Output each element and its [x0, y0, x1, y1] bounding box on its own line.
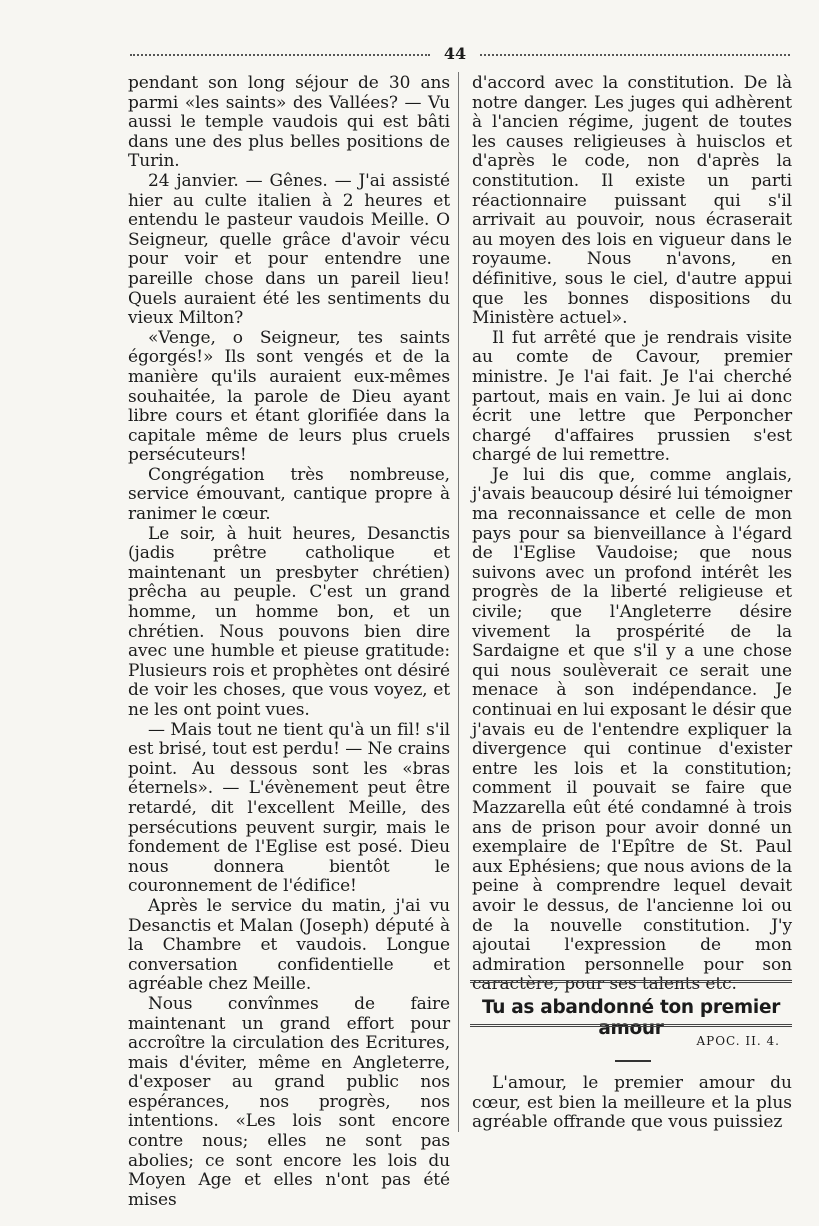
left-paragraph: Congrégation très nombreuse, service émouvant, cantique propre à ranimer le cœur.: [128, 464, 450, 525]
section-title: Tu as abandonné ton premier amour: [481, 997, 781, 1039]
left-column: [128, 74, 450, 1210]
right-column: [472, 74, 792, 995]
section-citation: APOC. II. 4.: [696, 1034, 780, 1048]
section-rule-top: [470, 980, 792, 983]
right-paragraph: d'accord avec la constitution. De là notre danger. Les juges qui adhèrent à l'ancien régime, jugent de toutes les causes religieuses à huisclos et d'après le code, non d'après la constitution. Il existe un parti réactionnaire puissant qui s'il arrivait au pouvoir, nous écraserait au moyen des lois en vigueur dans le royaume. Nous n'avons, en définitive, sous le ciel, d'autre appui que les bonnes dispositions du Ministère actuel».: [472, 73, 792, 329]
left-paragraph: Après le service du matin, j'ai vu Desanctis et Malan (Joseph) député à la Chambre et vaudois. Longue conversation confidentielle et agréable chez Meille.: [128, 895, 450, 995]
left-paragraph: pendant son long séjour de 30 ans parmi «les saints» des Vallées? — Vu aussi le temple vaudois qui est bâti dans une des plus belles positions de Turin.: [128, 73, 450, 172]
section-body: [472, 1074, 792, 1133]
column-divider: [458, 72, 459, 1132]
left-paragraph: Le soir, à huit heures, Desanctis (jadis prêtre catholique et maintenant un presbyter chrétien) prêcha au peuple. C'est un grand homme, un homme bon, et un chrétien. Nous pouvons bien dire avec une humble et pieuse gratitude: Plusieurs rois et prophètes ont désiré de voir les choses, que vous voyez, et ne les ont point vues.: [128, 523, 450, 720]
right-paragraph: Je lui dis que, comme anglais, j'avais beaucoup désiré lui témoigner ma reconnaissance et celle de mon pays pour sa bienveillance à l'égard de l'Eglise Vaudoise; que nous suivons avec un profond intérêt les progrès de la liberté religieuse et civile; que l'Angleterre désire vivement la prospérité de la Sardaigne et que s'il y a une chose qui nous soulèverait ce serait une menace à son indépendance. Je continuai en lui exposant le désir que j'avais eu de l'entendre expliquer la divergence qui continue d'exister entre les lois et la constitution; comment il pouvait se faire que Mazzarella eût été condamné à trois ans de prison pour avoir donné un exemplaire de l'Epître de St. Paul aux Ephésiens; que nous avions de la peine à comprendre lequel devait avoir le dessus, de l'ancienne loi ou de la nouvelle constitution. J'y ajoutai l'expression de mon admiration personnelle pour son caractère, pour ses talents etc.: [472, 464, 792, 995]
left-paragraph: 24 janvier. — Gênes. — J'ai assisté hier au culte italien à 2 heures et entendu le pasteur vaudois Meille. O Seigneur, quelle grâce d'avoir vécu pour voir et pour entendre une pareille chose dans un pareil lieu! Quels auraient été les sentiments du vieux Milton?: [128, 170, 450, 329]
left-paragraph: «Venge, o Seigneur, tes saints égorgés!» Ils sont vengés et de la manière qu'ils auraient eux-mêmes souhaitée, la parole de Dieu ayant libre cours et étant glorifiée dans la capitale même de leurs plus cruels persécuteurs!: [128, 327, 450, 466]
header-rule-left: [130, 54, 430, 56]
left-paragraph: — Mais tout ne tient qu'à un fil! s'il est brisé, tout est perdu! — Ne crains point. Au dessous sont les «bras éternels». — L'évènement peut être retardé, dit l'excellent Meille, des persécutions peuvent surgir, mais le fondement de l'Eglise est posé. Dieu nous donnera bientôt le couronnement de l'édifice!: [128, 719, 450, 897]
header-rule-right: [480, 54, 790, 56]
section-paragraph: L'amour, le premier amour du cœur, est bien la meilleure et la plus agréable offrande que vous puissiez: [472, 1073, 792, 1133]
page-number: 44: [443, 44, 467, 63]
short-rule: [615, 1060, 651, 1062]
section-rule-bottom: [470, 1024, 792, 1027]
right-paragraph: Il fut arrêté que je rendrais visite au comte de Cavour, premier ministre. Je l'ai fait. Je l'ai cherché partout, mais en vain. Je lui ai donc écrit une lettre que Perponcher chargé d'affaires prussien s'est chargé de lui remettre.: [472, 327, 792, 466]
page-header: [130, 44, 790, 64]
left-paragraph: Nous convînmes de faire maintenant un grand effort pour accroître la circulation des Ecritures, mais d'éviter, même en Angleterre, d'exposer au grand public nos espérances, nos progrès, nos intentions. «Les lois sont encore contre nous; elles ne sont pas abolies; ce sont encore les lois du Moyen Age et elles n'ont pas été mises: [128, 993, 450, 1210]
